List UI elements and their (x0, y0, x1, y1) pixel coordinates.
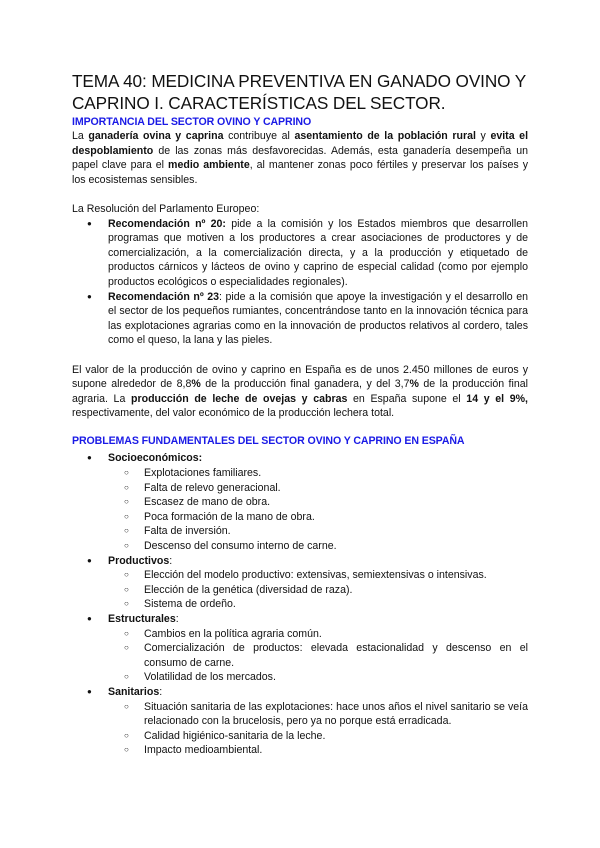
text-run: , al mantener zonas poco fértiles y preservar los países y los ecosistemas sensibles. (72, 159, 528, 186)
list-item: ○ Falta de inversión. (108, 524, 528, 539)
bold-run: producción de leche de ovejas y cabras (131, 392, 348, 405)
list-item: ○ Escasez de mano de obra. (108, 495, 528, 510)
bold-run: ganadería ovina y caprina (88, 130, 224, 142)
problem-sublist (108, 627, 528, 685)
problem-group-label: Productivos (108, 554, 170, 567)
text-run: El valor de la producción de ovino y caprino en España es de unos 2.450 millones de euros y supone alrededor de 8,8 (72, 363, 528, 391)
text-run: en España supone el (347, 392, 467, 405)
problem-group-label: Estructurales (108, 613, 176, 625)
text-run: : pide a la comisión que apoye la investigación y el desarrollo en el sector de los pequeños rumiantes, concentrándose tanto en la innovación técnica para las explotaciones agrarias como en la innovación de productos relativos al cordero, tales como el queso, la lana y las pieles. (108, 290, 529, 347)
list-item: ○ Elección del modelo productivo: extensivas, semiextensivas o intensivas. (108, 568, 528, 583)
document-page (72, 70, 528, 758)
list-item: ○ Comercialización de productos: elevada estacionalidad y descenso en el consumo de carne. (108, 641, 528, 670)
problem-group (72, 554, 528, 612)
problem-group-suffix: : (159, 685, 163, 698)
list-item: ○ Elección de la genética (diversidad de raza). (108, 583, 528, 598)
bold-run: asentamiento de la población rural (294, 130, 476, 142)
problem-sublist (108, 568, 528, 612)
problem-group (72, 451, 528, 553)
section-heading-problemas: PROBLEMAS FUNDAMENTALES DEL SECTOR OVINO Y CAPRINO EN ESPAÑA (72, 435, 465, 448)
page-title: TEMA 40: MEDICINA PREVENTIVA EN GANADO OVINO Y CAPRINO I. CARACTERÍSTICAS DEL SECTOR. (72, 71, 526, 113)
list-item: ○ Falta de relevo generacional. (108, 481, 528, 496)
problem-group-label: Sanitarios (108, 685, 160, 698)
paragraph-intro (72, 129, 528, 187)
list-item: ○ Descenso del consumo interno de carne. (108, 539, 528, 554)
paragraph-resolucion: La Resolución del Parlamento Europeo: (72, 202, 260, 215)
bold-run: % (191, 378, 201, 391)
list-item: ○ Situación sanitaria de las explotaciones: hace unos años el nivel sanitario se veía relacionado con la brucelosis, pero ya no porque está erradicada. (108, 700, 528, 729)
problem-group (72, 612, 528, 685)
list-item: ○ Volatilidad de los mercados. (108, 670, 528, 685)
text-run: de la producción final ganadera, y del 3,7 (200, 378, 410, 391)
text-run: de la producción final agraria. La (72, 378, 528, 405)
problem-group-suffix: : (169, 554, 173, 567)
list-item: ○ Poca formación de la mano de obra. (108, 510, 528, 525)
problem-group (72, 685, 528, 758)
bold-run: % (409, 378, 419, 391)
problem-group-label: Socioeconómicos: (108, 452, 203, 465)
list-item: ○ Sistema de ordeño. (108, 597, 528, 612)
text-run: de las zonas más desfavorecidas. Además, esta ganadería desempeña un papel clave para el (72, 144, 528, 172)
list-item-rec23 (72, 290, 528, 348)
text-run: La (72, 130, 89, 142)
text-run: contribuye al (223, 130, 295, 142)
list-item-rec20 (72, 217, 528, 290)
recommendations-list (72, 217, 528, 348)
bold-run: 14 y el 9%, (466, 392, 528, 405)
section-heading-importancia: IMPORTANCIA DEL SECTOR OVINO Y CAPRINO (72, 116, 312, 128)
bold-run: evita el despoblamiento (72, 130, 529, 157)
text-run: respectivamente, del valor económico de la producción lechera total. (72, 407, 395, 420)
list-item: ○ Calidad higiénico-sanitaria de la leche. (108, 729, 528, 744)
text-run: y (475, 130, 491, 142)
bold-run: Recomendación nº 23 (108, 290, 219, 303)
list-item: ○ Cambios en la política agraria común. (108, 627, 528, 642)
problem-sublist (108, 466, 528, 554)
bold-run: medio ambiente (168, 159, 250, 172)
problem-group-suffix: : (175, 613, 179, 625)
problem-sublist (108, 700, 528, 758)
text-run: pide a la comisión y los Estados miembros que desarrollen programas que motiven a los productores a crear asociaciones de productores y de comercialización, a la comercialización directa, y a la producción y etiquetado de productos cárnicos y lácteos de ovino y caprino de especial calidad (como por ejemplo productos ecológicos o especialidades regionales). (108, 217, 528, 288)
list-item: ○ Explotaciones familiares. (108, 466, 528, 481)
paragraph-valor (72, 363, 528, 421)
list-item: ○ Impacto medioambiental. (108, 743, 528, 758)
problems-list (72, 451, 528, 757)
bold-run: Recomendación nº 20: (108, 217, 226, 230)
